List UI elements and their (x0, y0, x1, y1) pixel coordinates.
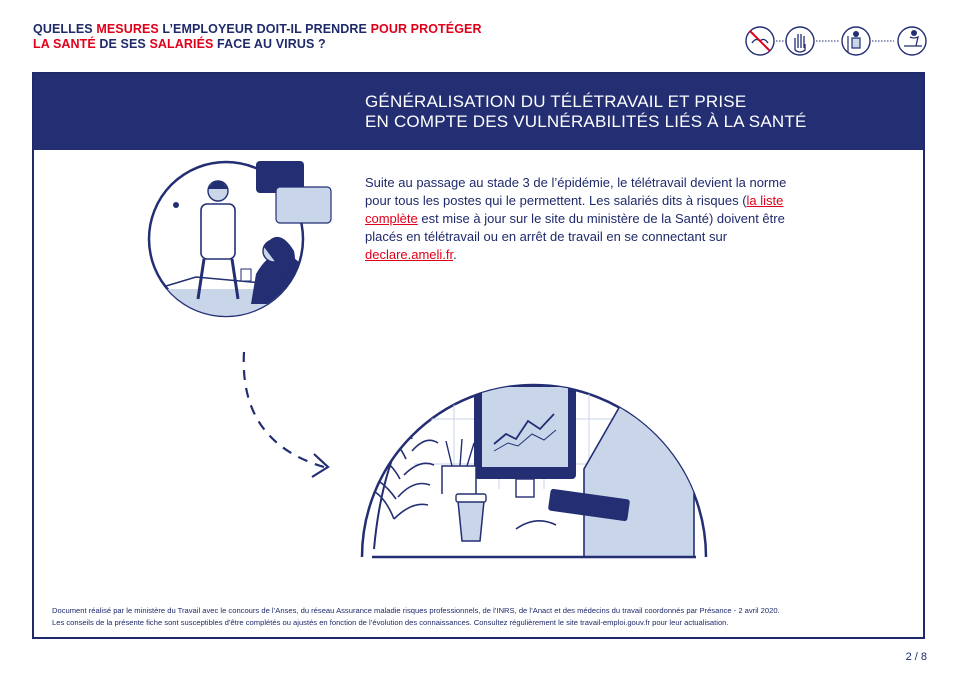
liste-complete-link[interactable]: la liste complète (365, 193, 784, 226)
teleworker-illustration (334, 289, 734, 564)
page-number: 2 / 8 (905, 651, 927, 663)
body-paragraph: Suite au passage au stade 3 de l’épidémie, le télétravail devient la norme pour tous les postes qui le permettent. Les salariés dits à risques (la liste complète est mise à jour sur le site du ministère de la Santé) doivent être placés en télétravail ou en arrêt de travail en se connectant sur declare.ameli.fr. (365, 175, 787, 262)
icons-row (744, 24, 934, 58)
card-heading (365, 92, 807, 132)
page-title (33, 22, 482, 52)
title-emphasis: LA SANTÉ (33, 37, 96, 51)
footer-line-1: Document réalisé par le ministère du Travail avec le concours de l’Anses, du réseau Assurance maladie risques professionnels, de l’INRS, de l’Anact et des médecins du travail coordonnés par Présance - 2 avril 2020. (52, 606, 780, 615)
title-emphasis: POUR PROTÉGER (370, 22, 482, 36)
footer-line-2: Les conseils de la présente fiche sont susceptibles d’être complétés ou ajustés en fonction de l’évolution des connaissances. Consultez régulièrement le site travail-emploi.gouv.fr pour leur actualisation. (52, 618, 729, 627)
card-header (34, 74, 923, 150)
card-heading-line-1: GÉNÉRALISATION DU TÉLÉTRAVAIL ET PRISE (365, 92, 747, 111)
raised-hand-icon (786, 27, 814, 55)
title-line-2 (33, 37, 482, 52)
title-text: QUELLES (33, 22, 97, 36)
content-card (32, 72, 925, 639)
footer-note (52, 605, 912, 629)
declare-ameli-link[interactable]: declare.ameli.fr (365, 247, 454, 262)
title-line-1 (33, 22, 482, 37)
title-text: DE SES (95, 37, 150, 51)
office-meeting-illustration (146, 159, 346, 379)
title-text: FACE AU VIRUS ? (213, 37, 326, 51)
title-text: L’EMPLOYEUR DOIT-IL PRENDRE (158, 22, 371, 36)
cleaning-desk-icon (898, 27, 926, 55)
no-handshake-icon (746, 27, 774, 55)
title-emphasis: MESURES (96, 22, 159, 36)
title-emphasis: SALARIÉS (149, 37, 214, 51)
cleaning-person-icon (842, 27, 870, 55)
card-heading-line-2: EN COMPTE DES VULNÉRABILITÉS LIÉS À LA SANTÉ (365, 112, 807, 131)
